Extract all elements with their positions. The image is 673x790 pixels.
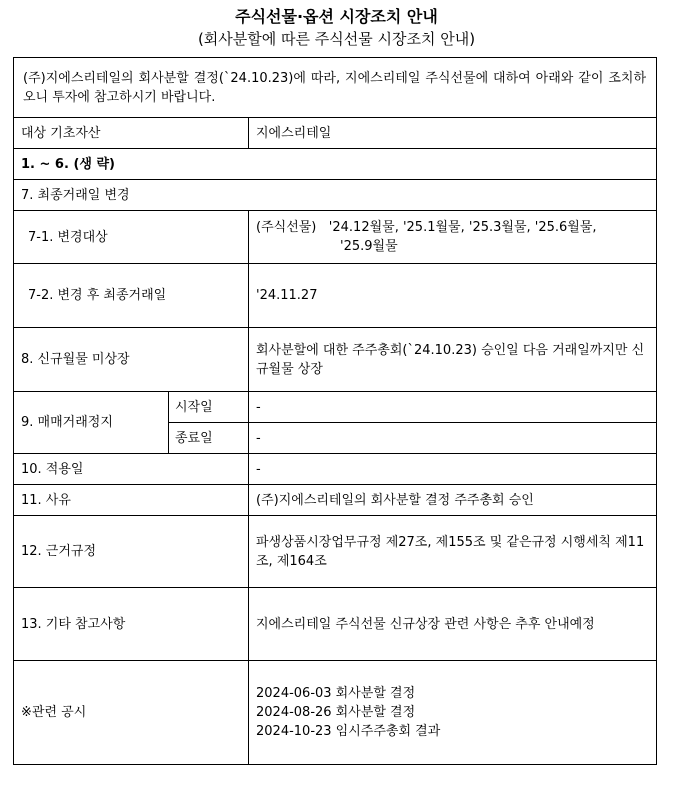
row-9-end-value: - — [249, 423, 657, 454]
row-9-start-value: - — [249, 392, 657, 423]
page-subtitle: (회사분할에 따른 주식선물 시장조치 안내) — [197, 30, 476, 48]
section7-label: 7. 최종거래일 변경 — [14, 180, 657, 211]
row-9-label: 9. 매매거래정지 — [14, 392, 169, 454]
row-7-2-label: 7-2. 변경 후 최종거래일 — [14, 264, 249, 328]
related-item: 2024-10-23 임시주주총회 결과 — [256, 724, 441, 739]
row-12-value: 파생상품시장업무규정 제27조, 제155조 및 같은규정 시행세칙 제11조, 제164조 — [249, 516, 657, 588]
row-9-start-label: 시작일 — [169, 392, 249, 423]
row-11 — [14, 485, 657, 516]
row-13 — [14, 588, 657, 661]
related-list — [249, 661, 657, 765]
related-row — [14, 661, 657, 765]
section7-row — [14, 180, 657, 211]
row-9-start — [14, 392, 657, 423]
underlying-row — [14, 118, 657, 149]
underlying-value: 지에스리테일 — [249, 118, 657, 149]
related-item: 2024-08-26 회사분할 결정 — [256, 705, 416, 720]
notice-table — [13, 57, 657, 765]
omitted-row — [14, 149, 657, 180]
row-10 — [14, 454, 657, 485]
row-7-1-months-1: '24.12월물, '25.1월물, '25.3월물, '25.6월물, — [328, 220, 597, 235]
row-7-2 — [14, 264, 657, 328]
intro-row — [14, 58, 657, 118]
row-9-end-label: 종료일 — [169, 423, 249, 454]
row-7-2-value: '24.11.27 — [249, 264, 657, 328]
row-7-1-prefix: (주식선물) — [256, 220, 317, 235]
row-7-1-months-2: '25.9월물 — [340, 239, 398, 254]
row-12-label: 12. 근거규정 — [14, 516, 249, 588]
row-8 — [14, 328, 657, 392]
page-title: 주식선물·옵션 시장조치 안내 — [235, 7, 438, 26]
row-12 — [14, 516, 657, 588]
row-13-label: 13. 기타 참고사항 — [14, 588, 249, 661]
related-label: ※관련 공시 — [14, 661, 249, 765]
row-7-1 — [14, 211, 657, 264]
omitted-label: 1. ~ 6. (생 략) — [14, 149, 657, 180]
related-item: 2024-06-03 회사분할 결정 — [256, 686, 416, 701]
row-7-1-label: 7-1. 변경대상 — [14, 211, 249, 264]
underlying-label: 대상 기초자산 — [14, 118, 249, 149]
row-8-label: 8. 신규월물 미상장 — [14, 328, 249, 392]
row-13-value: 지에스리테일 주식선물 신규상장 관련 사항은 추후 안내예정 — [249, 588, 657, 661]
row-7-1-value — [249, 211, 657, 264]
row-11-value: (주)지에스리테일의 회사분할 결정 주주총회 승인 — [249, 485, 657, 516]
row-11-label: 11. 사유 — [14, 485, 249, 516]
row-10-label: 10. 적용일 — [14, 454, 249, 485]
intro-text: (주)지에스리테일의 회사분할 결정(`24.10.23)에 따라, 지에스리테일 주식선물에 대하여 아래와 같이 조치하오니 투자에 참고하시기 바랍니다. — [14, 58, 657, 118]
row-10-value: - — [249, 454, 657, 485]
row-8-value: 회사분할에 대한 주주총회(`24.10.23) 승인일 다음 거래일까지만 신규월물 상장 — [249, 328, 657, 392]
